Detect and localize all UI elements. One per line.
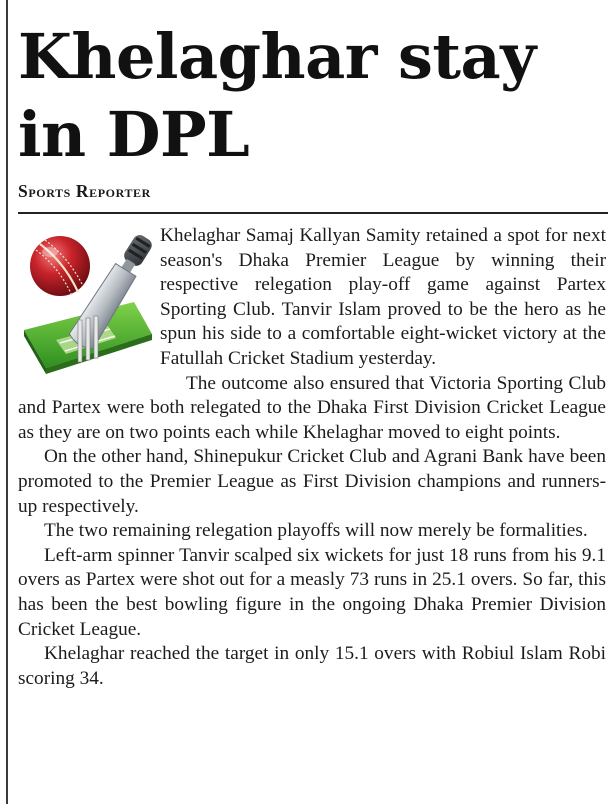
paragraph-1: Khelaghar Samaj Kallyan Samity retained a spot for next season's Dhaka Premier League by winning their respective relegation play-off game against Partex Sporting Club. Tanvir Islam proved to be the hero as he spun his side to a comfortable eight-wicket victory at the Fatullah Cricket Stadium yesterday. [160,225,606,369]
paragraph-5: Left-arm spinner Tanvir scalped six wickets for just 18 runs from his 9.1 overs as Partex were shot out for a measly 73 runs in 25.1 overs. So far, this has been the best bowling figure in the ongoing Dhaka Premier Division Cricket League. [18,544,606,640]
paragraph-3: On the other hand, Shinepukur Cricket Club and Agrani Bank have been promoted to the Premier League as First Division champions and runners-up respectively. [18,446,606,517]
byline: Sports Reporter [18,181,151,201]
article-body [18,224,606,691]
headline: Khelaghar stay in DPL [18,20,536,171]
paragraph-6: Khelaghar reached the target in only 15.1 overs with Robiul Islam Robi scoring 34. [18,643,606,689]
byline-divider [18,212,608,214]
column-rule [6,0,8,804]
paragraph-4: The two remaining relegation playoffs will now merely be formalities. [44,520,588,542]
image-float-spacer [18,224,160,372]
paragraph-2: The outcome also ensured that Victoria Sporting Club and Partex were both relegated to the Dhaka First Division Cricket League as they are on two points each while Khelaghar moved to eight points. [18,372,606,443]
